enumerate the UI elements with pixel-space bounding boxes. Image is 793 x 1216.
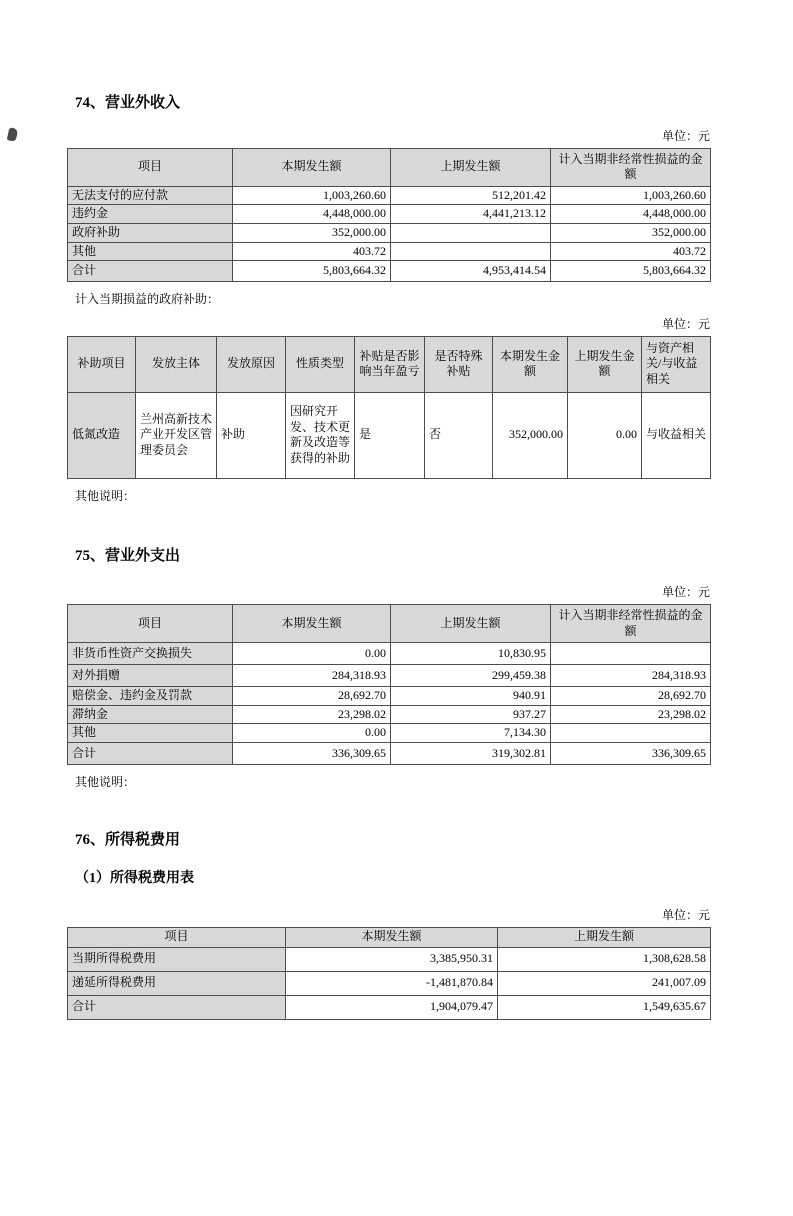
table-header-row xyxy=(68,927,711,947)
row-label: 赔偿金、违约金及罚款 xyxy=(68,687,233,706)
row-label: 滞纳金 xyxy=(68,705,233,724)
unit-label: 单位：元 xyxy=(661,907,710,922)
cell-value: 7,134.30 xyxy=(391,724,551,743)
cell-value: 4,441,213.12 xyxy=(391,205,551,224)
section-74-heading: 74、营业外收入 xyxy=(75,95,181,111)
section-76-subheading: （1）所得税费用表 xyxy=(75,871,194,887)
cell-value: 1,003,260.60 xyxy=(233,186,391,205)
cell-value: 1,308,628.58 xyxy=(498,947,711,971)
cell-value: 补助 xyxy=(217,392,286,478)
column-header: 上期发生额 xyxy=(498,927,711,947)
column-header: 上期发生额 xyxy=(391,605,551,643)
unit-label: 单位：元 xyxy=(661,128,710,143)
cell-value: 336,309.65 xyxy=(233,742,391,764)
cell-value: 241,007.09 xyxy=(498,971,711,995)
column-header: 本期发生金额 xyxy=(493,336,568,392)
cell-value: 0.00 xyxy=(233,724,391,743)
cell-value xyxy=(391,242,551,261)
cell-value: 284,318.93 xyxy=(233,665,391,687)
other-note: 其他说明： xyxy=(75,774,136,789)
cell-value: 否 xyxy=(425,392,493,478)
column-header: 发放主体 xyxy=(136,336,217,392)
subsidy-caption: 计入当期损益的政府补助： xyxy=(75,292,220,307)
table-total-row xyxy=(68,995,711,1019)
unit-label: 单位：元 xyxy=(661,585,710,600)
cell-value: 512,201.42 xyxy=(391,186,551,205)
column-header: 本期发生额 xyxy=(286,927,498,947)
table-row xyxy=(68,665,711,687)
cell-value: 4,448,000.00 xyxy=(233,205,391,224)
unit-label: 单位：元 xyxy=(661,316,710,331)
column-header: 补助项目 xyxy=(68,336,136,392)
cell-value: 403.72 xyxy=(233,242,391,261)
table-total-row xyxy=(68,742,711,764)
cell-value: 兰州高新技术产业开发区管理委员会 xyxy=(136,392,217,478)
cell-value: 299,459.38 xyxy=(391,665,551,687)
table-row xyxy=(68,223,711,242)
cell-value: 28,692.70 xyxy=(233,687,391,706)
cell-value xyxy=(551,724,711,743)
table-header-row xyxy=(68,605,711,643)
column-header: 本期发生额 xyxy=(233,605,391,643)
section-75-heading: 75、营业外支出 xyxy=(75,548,181,565)
row-label: 对外捐赠 xyxy=(68,665,233,687)
table-header-row xyxy=(68,336,711,392)
row-label: 其他 xyxy=(68,724,233,743)
cell-value: 23,298.02 xyxy=(233,705,391,724)
row-label: 低氮改造 xyxy=(68,392,136,478)
table-header-row xyxy=(68,148,711,186)
table-row xyxy=(68,186,711,205)
row-label: 合计 xyxy=(68,742,233,764)
cell-value: 是 xyxy=(355,392,425,478)
cell-value: 3,385,950.31 xyxy=(286,947,498,971)
table-row xyxy=(68,971,711,995)
row-label: 合计 xyxy=(68,261,233,282)
table-row xyxy=(68,947,711,971)
cell-value: 319,302.81 xyxy=(391,742,551,764)
cell-value: 352,000.00 xyxy=(233,223,391,242)
row-label: 无法支付的应付款 xyxy=(68,186,233,205)
cell-value: 0.00 xyxy=(233,643,391,665)
cell-value: 940.91 xyxy=(391,687,551,706)
column-header: 计入当期非经常性损益的金额 xyxy=(551,148,711,186)
cell-value: 403.72 xyxy=(551,242,711,261)
cell-value: 1,003,260.60 xyxy=(551,186,711,205)
government-subsidy-table xyxy=(67,336,711,479)
column-header: 本期发生额 xyxy=(233,148,391,186)
cell-value: 4,448,000.00 xyxy=(551,205,711,224)
row-label: 政府补助 xyxy=(68,223,233,242)
page-content xyxy=(0,94,793,1020)
column-header: 是否特殊补贴 xyxy=(425,336,493,392)
cell-value: 5,803,664.32 xyxy=(551,261,711,282)
table-row xyxy=(68,705,711,724)
table-total-row xyxy=(68,261,711,282)
cell-value: 1,904,079.47 xyxy=(286,995,498,1019)
cell-value: 284,318.93 xyxy=(551,665,711,687)
non-operating-income-table xyxy=(67,148,711,282)
row-label: 递延所得税费用 xyxy=(68,971,286,995)
table-row xyxy=(68,242,711,261)
income-tax-expense-table xyxy=(67,927,711,1020)
column-header: 项目 xyxy=(68,148,233,186)
table-row xyxy=(68,724,711,743)
cell-value: 0.00 xyxy=(568,392,642,478)
cell-value xyxy=(551,643,711,665)
cell-value: 4,953,414.54 xyxy=(391,261,551,282)
column-header: 上期发生额 xyxy=(391,148,551,186)
cell-value: -1,481,870.84 xyxy=(286,971,498,995)
column-header: 补贴是否影响当年盈亏 xyxy=(355,336,425,392)
section-76-heading: 76、所得税费用 xyxy=(75,832,181,849)
column-header: 上期发生金额 xyxy=(568,336,642,392)
row-label: 当期所得税费用 xyxy=(68,947,286,971)
cell-value: 5,803,664.32 xyxy=(233,261,391,282)
row-label: 违约金 xyxy=(68,205,233,224)
row-label: 非货币性资产交换损失 xyxy=(68,643,233,665)
table-row xyxy=(68,205,711,224)
other-note: 其他说明： xyxy=(75,488,136,503)
cell-value: 10,830.95 xyxy=(391,643,551,665)
cell-value xyxy=(391,223,551,242)
cell-value: 因研究开发、技术更新及改造等获得的补助 xyxy=(286,392,355,478)
cell-value: 28,692.70 xyxy=(551,687,711,706)
cell-value: 352,000.00 xyxy=(493,392,568,478)
non-operating-expense-table xyxy=(67,604,711,765)
table-row xyxy=(68,643,711,665)
column-header: 计入当期非经常性损益的金额 xyxy=(551,605,711,643)
column-header: 项目 xyxy=(68,927,286,947)
row-label: 其他 xyxy=(68,242,233,261)
cell-value: 352,000.00 xyxy=(551,223,711,242)
column-header: 发放原因 xyxy=(217,336,286,392)
cell-value: 336,309.65 xyxy=(551,742,711,764)
column-header: 与资产相关/与收益相关 xyxy=(642,336,711,392)
table-row xyxy=(68,687,711,706)
cell-value: 23,298.02 xyxy=(551,705,711,724)
cell-value: 与收益相关 xyxy=(642,392,711,478)
row-label: 合计 xyxy=(68,995,286,1019)
table-row xyxy=(68,392,711,478)
column-header: 性质类型 xyxy=(286,336,355,392)
cell-value: 1,549,635.67 xyxy=(498,995,711,1019)
cell-value: 937.27 xyxy=(391,705,551,724)
column-header: 项目 xyxy=(68,605,233,643)
